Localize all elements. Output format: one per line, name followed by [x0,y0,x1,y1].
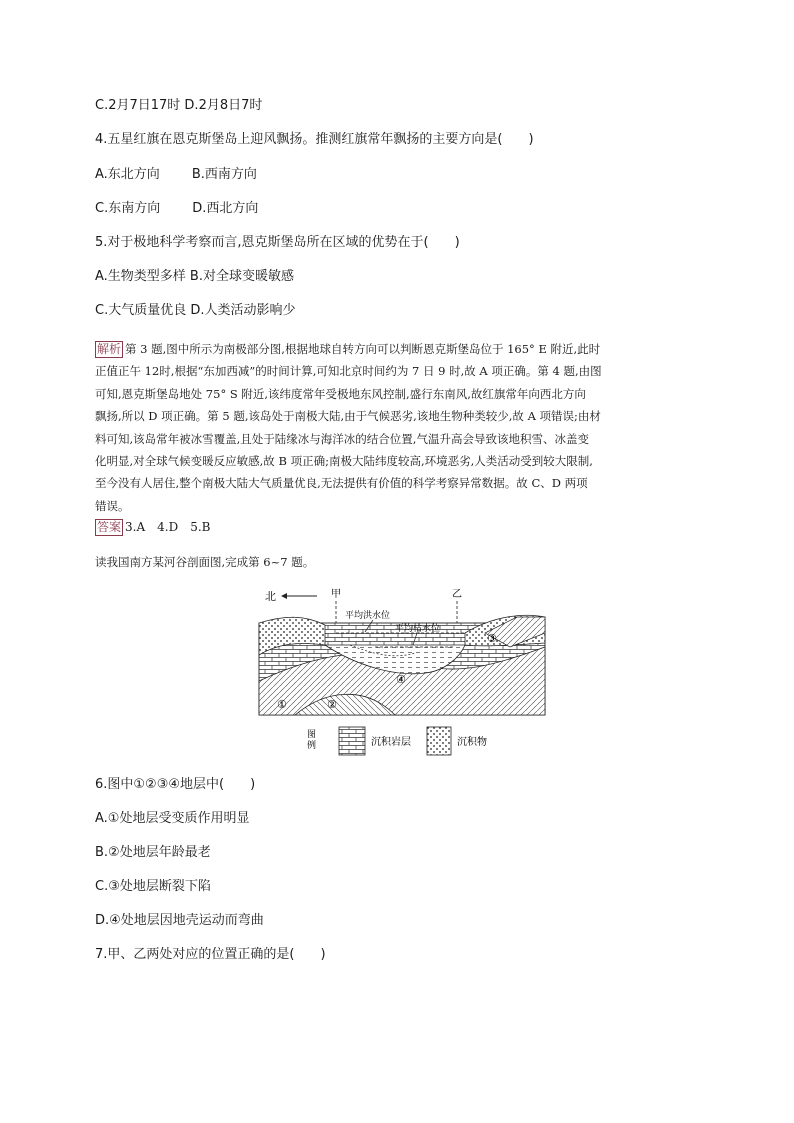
q7-stem: 7.甲、乙两处对应的位置正确的是( ) [95,947,326,962]
legend-sediment-label: 沉积物 [457,737,487,748]
yi-label: 乙 [452,589,462,600]
q4-option-d[interactable]: D.西北方向 [192,201,259,216]
legend-title-char: 例 [307,741,317,751]
figure-intro: 读我国南方某河谷剖面图,完成第 6~7 题。 [95,555,315,569]
analysis-line: 化明显,对全球气候变暖反应敏感,故 B 项正确;南极大陆纬度较高,环境恶劣,人类活动受到较大限制, [95,454,593,469]
q4-options-cd [95,200,258,218]
q4-stem: 4.五星红旗在恩克斯堡岛上迎风飘扬。推测红旗常年飘扬的主要方向是( ) [95,132,534,147]
q5-stem: 5.对于极地科学考察而言,恩克斯堡岛所在区域的优势在于( ) [95,235,460,250]
river-valley-figure [255,585,555,765]
q4-option-c[interactable]: C.东南方向 [95,201,161,216]
analysis-line: 正值正午 12时,根据“东加西减”的时间计算,可知北京时间约为 7 日 9 时,故 A 项正确。第 4 题,由图 [95,364,602,379]
analysis-line: 第 3 题,图中所示为南极部分图,根据地球自转方向可以判断恩克斯堡岛位于 165° E 附近,此时 [125,342,601,356]
legend-rock-label: 沉积岩层 [371,737,411,748]
analysis-line: 飘扬,所以 D 项正确。第 5 题,该岛处于南极大陆,由于气候恶劣,该地生物种类较少,故 A 项错误;由材 [95,409,601,424]
q6-option-c[interactable]: C.③处地层断裂下陷 [95,879,211,894]
analysis-tag: 解析 [97,342,122,356]
jia-label: 甲 [331,589,341,600]
q4-option-a[interactable]: A.东北方向 [95,167,160,182]
label-3: ③ [487,632,497,645]
legend-title [307,729,319,751]
q4-option-b[interactable]: B.西南方向 [191,167,257,182]
analysis-block [95,338,705,517]
q6-option-a[interactable]: A.①处地层受变质作用明显 [95,811,250,826]
analysis-line: 料可知,该岛常年被冰雪覆盖,且处于陆缘冰与海洋冰的结合位置,气温升高会导致该地积雪、冰盖变 [95,431,589,446]
north-label: 北 [265,590,276,603]
flood-level-label: 平均洪水位 [345,611,391,621]
low-level-label: 平均枯水位 [395,624,441,634]
q6-stem: 6.图中①②③④地层中( ) [95,777,256,792]
q6-option-d[interactable]: D.④处地层因地壳运动而弯曲 [95,913,264,928]
q4-options-ab [95,166,257,184]
q6-option-b[interactable]: B.②处地层年龄最老 [95,845,211,860]
legend-title-char: 图 [307,730,317,740]
label-1: ① [277,698,287,711]
label-2: ② [327,698,337,711]
answer-block [95,518,210,536]
analysis-line: 至今没有人居住,整个南极大陆大气质量优良,无法提供有价值的科学考察异常数据。故 C、D 两项 [95,476,588,491]
q5-options-ab[interactable]: A.生物类型多样 B.对全球变暖敏感 [95,269,294,284]
label-4: ④ [396,673,406,686]
legend-rock-swatch [339,727,365,755]
answer-text: 3.A 4.D 5.B [125,520,211,534]
north-arrow-head [281,593,287,599]
analysis-line: 错误。 [95,498,130,513]
answer-tag: 答案 [97,520,122,534]
legend-sediment-swatch [427,727,451,755]
analysis-line: 可知,恩克斯堡岛地处 75° S 附近,该纬度常年受极地东风控制,盛行东南风,故红旗常年向西北方向 [95,386,586,401]
river-valley-cross-section [255,585,555,765]
q3-options-tail: C.2月7日17时 D.2月8日7时 [95,98,263,113]
q5-options-cd[interactable]: C.大气质量优良 D.人类活动影响少 [95,303,296,318]
